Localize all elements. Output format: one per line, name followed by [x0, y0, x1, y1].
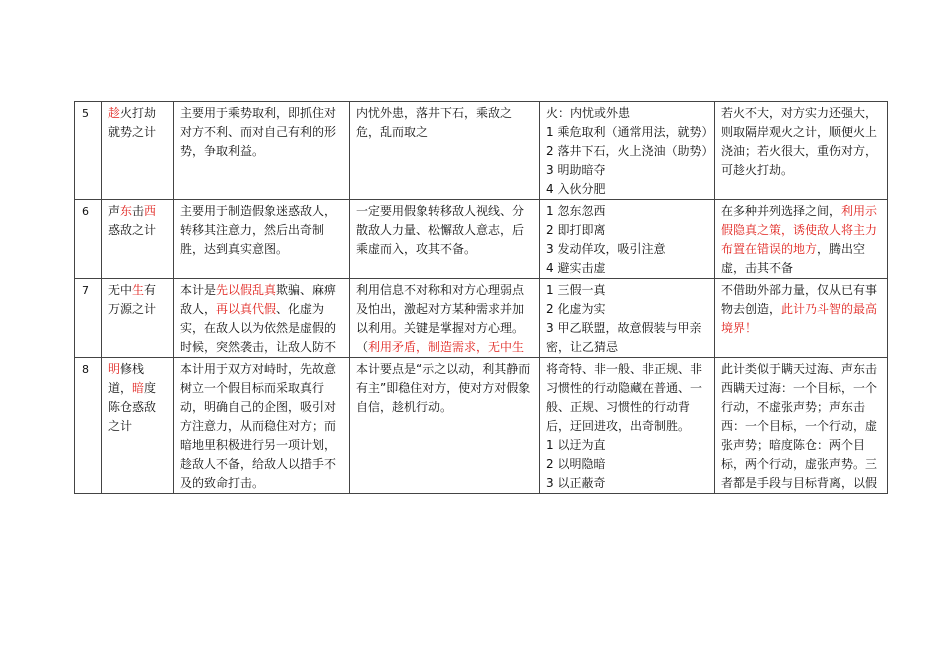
strategy-name	[102, 358, 174, 494]
strategy-name-text: 无中	[108, 283, 133, 297]
method-item: 1 乘危取利（通常用法，就势）2 落井下石，火上浇油（助势）3 明助暗夺	[546, 125, 708, 177]
table-body	[75, 102, 888, 494]
usage-cell-text: 、化虚为实，在敌人以为依然是虚假的时候，突然袭击，让敌人防不	[180, 302, 337, 354]
method-item: 1 以迂为直	[546, 438, 606, 452]
principle-cell	[350, 102, 540, 200]
strategy-name-text: 惑敌之计	[108, 223, 157, 237]
table-row	[75, 279, 888, 358]
method-item: 4 避实击虚	[546, 261, 606, 275]
notes-cell-text: 若火不大，对方实力还强大，则取隔岸观火之计，顺便火上浇油；若火很大，重伤对方，可趁火打劫。	[721, 106, 878, 177]
usage-cell-text: 主要用于制造假象迷惑敌人，转移其注意力，然后出奇制胜，达到真实意图。	[180, 204, 337, 256]
usage-cell-text: 欺骗、麻痹敌人，	[180, 283, 337, 316]
principle-cell	[350, 200, 540, 279]
table-row	[75, 358, 888, 494]
methods-cell	[540, 102, 715, 200]
strategy-name	[102, 102, 174, 200]
notes-cell	[715, 102, 888, 200]
principle-cell-text: 利用信息不对称和对方心理弱点及怕出，激起对方某种需求并加以利用。关键是掌握对方心理。（	[356, 283, 525, 354]
usage-cell	[174, 358, 350, 494]
notes-cell-text: ，腾出空虚，击其不备	[721, 242, 866, 275]
table-row	[75, 200, 888, 279]
method-item: 火：内忧或外患	[546, 106, 631, 120]
method-item: 2 即打即离	[546, 223, 606, 237]
method-item: 3 甲乙联盟，故意假装与甲亲密，让乙猜忌	[546, 321, 702, 354]
row-number: 5	[75, 102, 102, 200]
strategy-name	[102, 200, 174, 279]
usage-cell-text: 本计用于双方对峙时，先故意树立一个假目标而采取真行动，明确自己的企图，吸引对方注意力，从而稳住对方；而暗地里积极进行另一项计划，趁敌人不备，给敌人以措手不及的致命打击。	[180, 362, 337, 490]
principle-cell-text: 一定要用假象转移敌人视线、分散敌人力量、松懈敌人意志，后乘虚而入，攻其不备。	[356, 204, 525, 256]
strategy-name-text: 修栈道，	[108, 362, 145, 395]
strategy-name	[102, 279, 174, 358]
usage-cell	[174, 102, 350, 200]
row-number: 7	[75, 279, 102, 358]
notes-cell-text: 此计类似于瞒天过海、声东击西瞒天过海：一个目标，一个行动，不虚张声势；声东击西：一个目标，一个行动，虚张声势；暗度陈仓：两个目标，两个行动，虚张声势。三者都是手段与目标背离，以假	[721, 362, 878, 490]
row-number: 8	[75, 358, 102, 494]
method-item: 2 化虚为实	[546, 302, 606, 316]
usage-cell-text: 先以假乱真	[216, 283, 277, 297]
strategy-name-text: 东	[120, 204, 133, 218]
table-row	[75, 102, 888, 200]
principle-cell	[350, 279, 540, 358]
principle-cell-text: 利用矛盾，制造需求，无中生	[368, 340, 525, 354]
usage-cell	[174, 200, 350, 279]
method-item: 1 忽东忽西	[546, 204, 606, 218]
method-item: 1 三假一真	[546, 283, 606, 297]
row-number: 6	[75, 200, 102, 279]
method-item: 3 发动佯攻，吸引注意	[546, 242, 666, 256]
usage-cell-text: 再以真代假	[216, 302, 277, 316]
strategy-name-text: 生	[132, 283, 145, 297]
notes-cell	[715, 200, 888, 279]
strategy-name-text: 明	[108, 362, 121, 376]
strategy-name-text: 趁	[108, 106, 121, 120]
principle-cell-text: 本计要点是“示之以动，利其静而有主”即稳住对方，使对方对假象自信，趁机行动。	[356, 362, 531, 414]
strategy-name-text: 度陈仓惑敌之计	[108, 381, 157, 433]
notes-cell-text: 利用示假隐真之策，诱使敌人将主力布置在错误的地方	[721, 204, 878, 256]
method-item: 将奇特、非一般、非正规、非习惯性的行动隐藏在普通、一般、正规、习惯性的行动背后，迂回进攻，出奇制胜。	[546, 362, 703, 433]
notes-cell-text: 此计乃斗智的最高境界！	[721, 302, 878, 335]
notes-cell	[715, 358, 888, 494]
strategy-name-text: 暗	[132, 381, 145, 395]
notes-cell	[715, 279, 888, 358]
methods-cell	[540, 200, 715, 279]
usage-cell-text: 本计是	[180, 283, 217, 297]
strategies-table	[74, 101, 888, 494]
usage-cell	[174, 279, 350, 358]
strategy-name-text: 有万源之计	[108, 283, 157, 316]
methods-cell	[540, 358, 715, 494]
method-item: 4 入伙分肥	[546, 182, 606, 196]
notes-cell-text: 不借助外部力量，仅从已有事物去创造，	[721, 283, 878, 316]
strategy-name-text: 火打劫就势之计	[108, 106, 157, 139]
method-item: 3 以正蔽奇	[546, 476, 606, 490]
strategy-name-text: 西	[144, 204, 157, 218]
strategy-name-text: 声	[108, 204, 121, 218]
usage-cell-text: 主要用于乘势取利，即抓住对对方不利、而对自己有利的形势，争取利益。	[180, 106, 337, 158]
method-item: 2 以明隐暗	[546, 457, 606, 471]
methods-cell	[540, 279, 715, 358]
principle-cell-text: 内忧外患，落井下石，乘敌之危，乱而取之	[356, 106, 513, 139]
notes-cell-text: 在多种并列选择之间，	[721, 204, 842, 218]
strategy-name-text: 击	[132, 204, 145, 218]
principle-cell	[350, 358, 540, 494]
